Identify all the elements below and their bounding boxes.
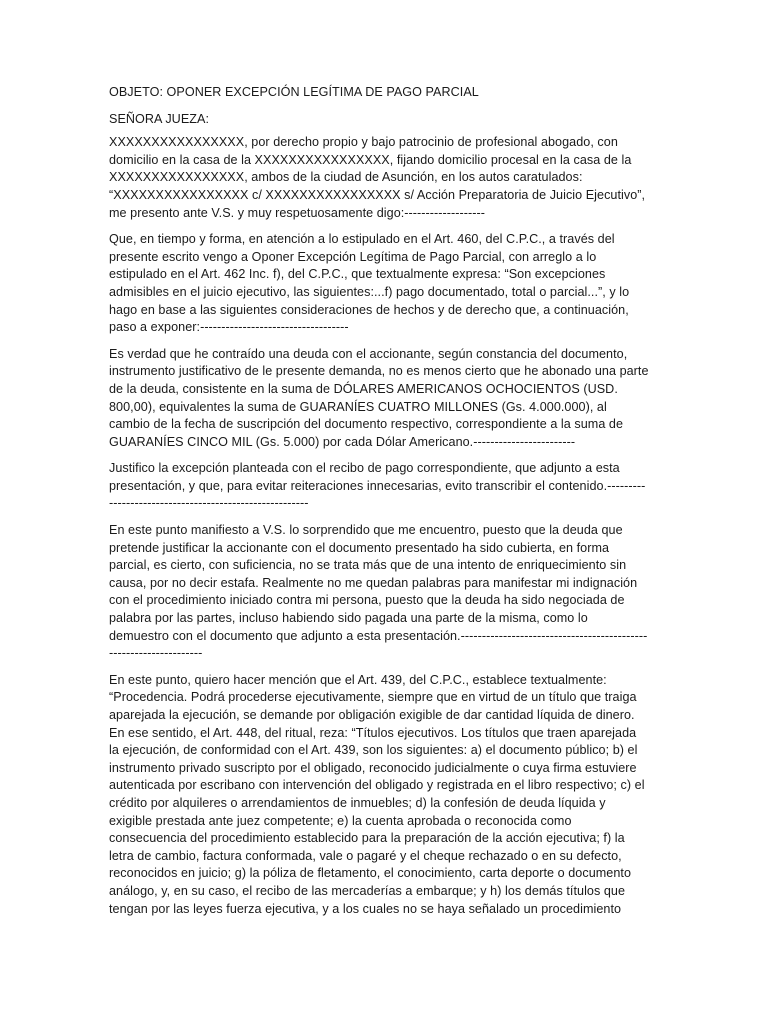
paragraph-exception: Que, en tiempo y forma, en atención a lo estipulado en el Art. 460, del C.P.C., a través del presente escrito vengo a Oponer Excepción Legítima de Pago Parcial, con arreglo a lo estipulado en el Art. 462 Inc. f), del C.P.C., que textualmente expresa: “Son excepciones admisibles en el juicio ejecutivo, las siguientes:...f) pago documentado, total o parcial...”, y lo hago en base a las siguientes consideraciones de hechos y de derecho que, a continuación, paso a exponer:----------------------------------- [109,232,630,335]
paragraph-debt: Es verdad que he contraído una deuda con el accionante, según constancia del documento, instrumento justificativo de le presente demanda, no es menos cierto que he abonado una parte de la deuda, consistente en la suma de DÓLARES AMERICANOS OCHOCIENTOS (USD. 800,00), equivalentes la suma de GUARANÍES CUATRO MILLONES (Gs. 4.000.000), al cambio de la fecha de suscripción del documento respectivo, correspondiente a la suma de GUARANÍES CINCO MIL (Gs. 5.000) por cada Dólar Americano.------------------------ [109,346,649,449]
paragraph-legal-citation: En este punto, quiero hacer mención que el Art. 439, del C.P.C., establece textualmente: “Procedencia. Podrá procederse ejecutivamente, siempre que en virtud de un título que traiga aparejada la ejecución, se demande por obligación exigible de dar cantidad líquida de dinero. En ese sentido, el Art. 448, del ritual, reza: “Títulos ejecutivos. Los títulos que traen aparejada la ejecución, de conformidad con el Art. 439, son los siguientes: a) el documento público; b) el instrumento privado suscripto por el obligado, reconocido judicialmente o cuya firma estuviere autenticada por escribano con intervención del obligado y registrada en el libro respectivo; c) el crédito por alquileres o arrendamientos de inmuebles; d) la confesión de deuda líquida y exigible prestada ante juez competente; e) la cuenta aprobada o reconocida como consecuencia del procedimiento establecido para la preparación de la acción ejecutiva; f) la letra de cambio, factura conformada, vale o pagaré y el cheque rechazado o en su defecto, reconocidos en juicio; g) la póliza de fletamento, el conocimiento, carta deporte o documento análogo, y, en su caso, el recibo de las mercaderías a embarque; y h) los demás títulos que tengan por las leyes fuerza ejecutiva, y a los cuales no se haya señalado un procedimiento [109,672,645,916]
salutation: SEÑORA JUEZA: [109,111,210,126]
paragraph-manifest: En este punto manifiesto a V.S. lo sorprendido que me encuentro, puesto que la deuda que pretende justificar la accionante con el documento presentado ha sido cubierta, en forma parcial, es cierto, con suficiencia, no se trata más que de una intento de enriquecimiento sin causa, por no decir estafa. Realmente no me quedan palabras para manifestar mi indignación con el procedimiento iniciado contra mi persona, puesto que la deuda ha sido negociada de palabra por las partes, incluso habiendo sido pagada una parte de la misma, como lo demuestro con el documento que adjunto a esta presentación.------------------------------------------------------------------ [109,523,648,661]
paragraph-justification: Justifico la excepción planteada con el recibo de pago correspondiente, que adjunto a esta presentación, y que, para evitar reiteraciones innecesarias, evito transcribir el contenido.-------------------------------------------------------- [109,461,646,511]
document-body [109,84,649,927]
paragraph-intro: XXXXXXXXXXXXXXXX, por derecho propio y bajo patrocinio de profesional abogado, con domicilio en la casa de la XXXXXXXXXXXXXXXX, fijando domicilio procesal en la casa de la XXXXXXXXXXXXXXXX, ambos de la ciudad de Asunción, en los autos caratulados: “XXXXXXXXXXXXXXXX c/ XXXXXXXXXXXXXXXX s/ Acción Preparatoria de Juicio Ejecutivo”, me presento ante V.S. y muy respetuosamente digo:------------------- [109,135,646,220]
document-title: OBJETO: OPONER EXCEPCIÓN LEGÍTIMA DE PAGO PARCIAL [109,85,479,99]
